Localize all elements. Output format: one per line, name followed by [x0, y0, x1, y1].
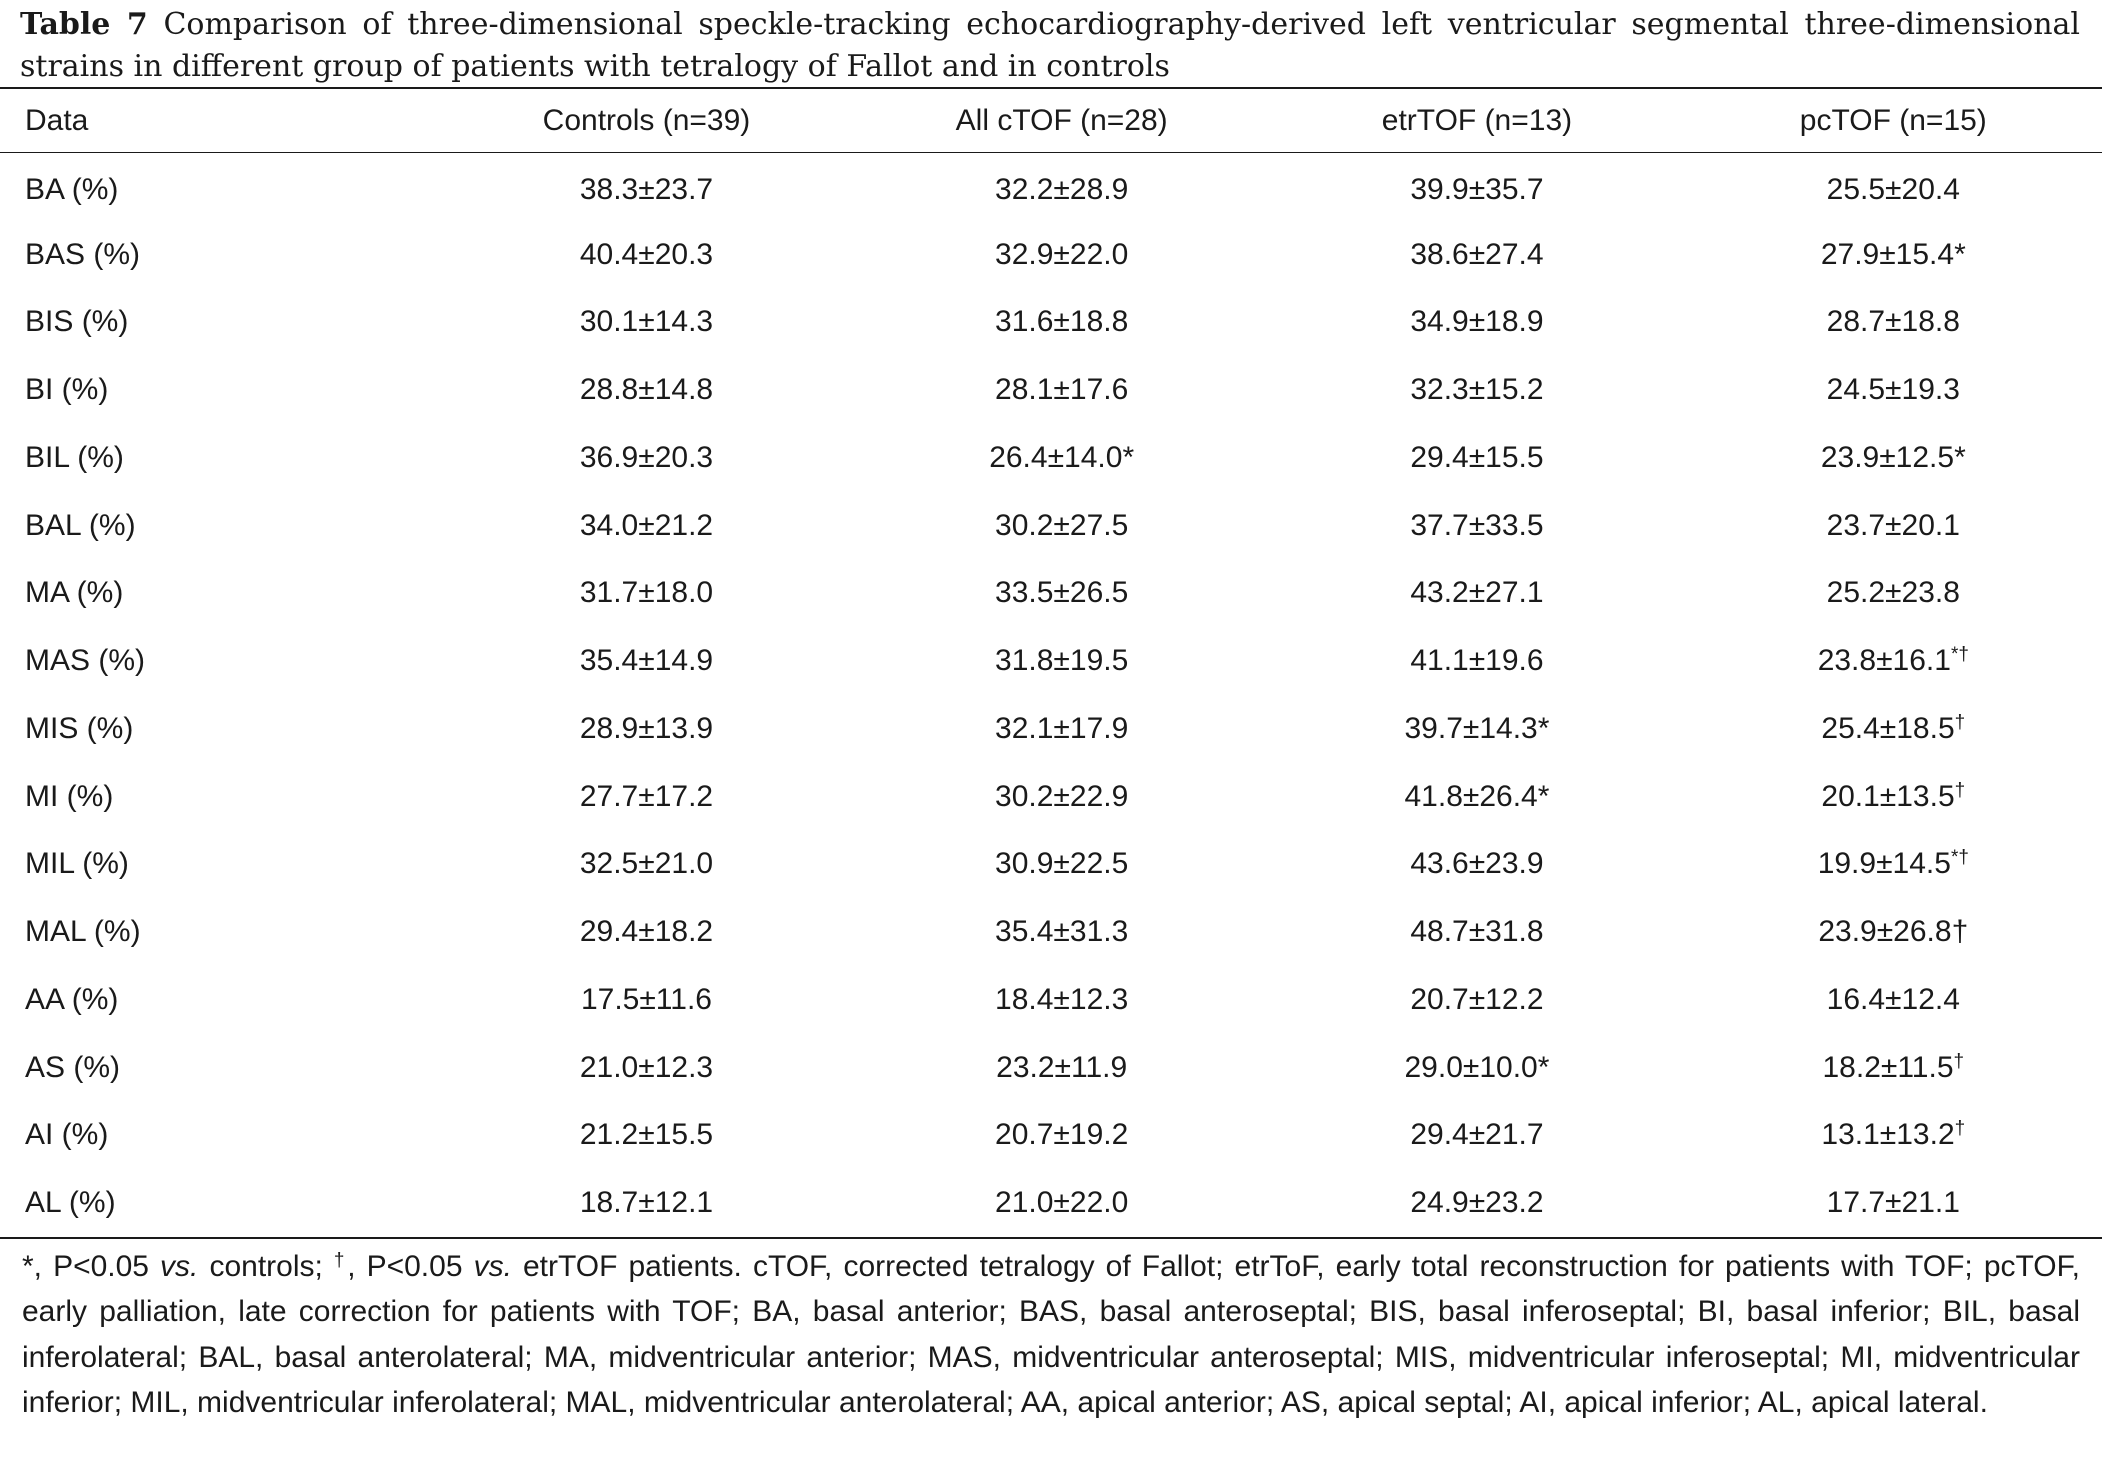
row-label: MIS (%)	[25, 711, 134, 745]
significance-mark: *	[1954, 440, 1966, 474]
table-cell	[439, 153, 854, 221]
table-cell	[439, 1102, 854, 1170]
table-row	[0, 763, 2102, 831]
table-row	[0, 153, 2102, 221]
cell-value: 28.8±14.8	[579, 373, 714, 407]
table-cell	[1269, 424, 1684, 492]
table-cell	[1685, 831, 2102, 899]
cell-value: 23.9±12.5	[1820, 440, 1955, 474]
cell-value: 23.7±20.1	[1826, 508, 1960, 542]
table-cell	[1269, 627, 1684, 695]
table-cell	[439, 966, 854, 1034]
cell-value: 26.4±14.0	[989, 440, 1123, 474]
row-label: BAL (%)	[25, 508, 136, 542]
table-footnote	[22, 1244, 2080, 1426]
table-cell	[1269, 153, 1684, 221]
table-cell	[439, 1034, 854, 1102]
table-cell	[1685, 763, 2102, 831]
table-row	[0, 1034, 2102, 1102]
cell-value: 30.9±22.5	[995, 847, 1129, 881]
table-row	[0, 560, 2102, 628]
cell-value: 20.7±12.2	[1410, 982, 1544, 1016]
significance-mark: †	[1954, 711, 1966, 733]
table-cell	[1269, 492, 1684, 560]
cell-value: 21.0±12.3	[579, 1050, 714, 1084]
cell-value: 25.5±20.4	[1826, 172, 1960, 206]
table-cell	[854, 763, 1269, 831]
table-cell	[439, 898, 854, 966]
significance-mark: †	[1954, 1118, 1966, 1140]
cell-value: 18.7±12.1	[579, 1186, 714, 1220]
table-cell	[1269, 356, 1684, 424]
cell-value: 30.2±22.9	[995, 779, 1129, 813]
table-cell	[439, 289, 854, 357]
row-label: AA (%)	[25, 982, 119, 1016]
cell-value: 24.5±19.3	[1826, 373, 1960, 407]
table-cell	[854, 289, 1269, 357]
significance-mark: †	[1953, 1050, 1965, 1072]
table-row	[0, 356, 2102, 424]
footnote-mid-1: controls;	[198, 1250, 334, 1283]
row-label: MAS (%)	[25, 644, 145, 678]
table-row	[0, 289, 2102, 357]
table-cell	[1269, 695, 1684, 763]
table-cell	[1685, 695, 2102, 763]
cell-value: 32.2±28.9	[995, 172, 1129, 206]
table-row	[0, 966, 2102, 1034]
bottom-rule	[0, 1237, 2102, 1239]
row-label: BA (%)	[25, 172, 119, 206]
row-label: MAL (%)	[25, 915, 141, 949]
table-cell	[1685, 424, 2102, 492]
cell-value: 43.6±23.9	[1410, 847, 1544, 881]
caption-label: Table 7	[20, 7, 148, 42]
table-caption	[20, 4, 2080, 88]
footnote-mid-2: , P<0.05	[347, 1250, 474, 1283]
significance-mark: *	[1537, 711, 1550, 745]
significance-mark: *	[1954, 237, 1966, 271]
cell-value: 29.0±10.0	[1404, 1050, 1538, 1084]
cell-value: 38.3±23.7	[579, 172, 714, 206]
table-row	[0, 221, 2102, 289]
table-cell	[1685, 289, 2102, 357]
table-cell	[1685, 153, 2102, 221]
table-row	[0, 898, 2102, 966]
table-row	[0, 424, 2102, 492]
table-cell	[854, 560, 1269, 628]
cell-value: 27.7±17.2	[579, 779, 714, 813]
cell-value: 32.5±21.0	[579, 847, 714, 881]
footnote-star: *, P<0.05	[22, 1250, 161, 1283]
footnote-vs-2: vs.	[473, 1250, 512, 1283]
table-cell	[854, 966, 1269, 1034]
cell-value: 13.1±13.2	[1821, 1118, 1955, 1152]
cell-value: 34.0±21.2	[579, 508, 714, 542]
table-cell	[854, 1102, 1269, 1170]
table-cell	[439, 492, 854, 560]
cell-value: 29.4±18.2	[579, 915, 714, 949]
row-label: AI (%)	[25, 1118, 109, 1152]
cell-value: 25.2±23.8	[1826, 576, 1960, 610]
table-cell	[1685, 898, 2102, 966]
cell-value: 30.1±14.3	[579, 305, 714, 339]
table-cell	[854, 1034, 1269, 1102]
col-header-pctof: pcTOF (n=15)	[1799, 104, 1987, 137]
cell-value: 23.2±11.9	[996, 1050, 1128, 1084]
row-label: BIL (%)	[25, 440, 124, 474]
cell-value: 30.2±27.5	[995, 508, 1129, 542]
row-label: BI (%)	[25, 373, 109, 407]
table-cell	[1685, 356, 2102, 424]
significance-mark: *	[1537, 1050, 1550, 1084]
table-cell	[1685, 560, 2102, 628]
cell-value: 32.1±17.9	[995, 711, 1129, 745]
cell-value: 41.8±26.4	[1404, 779, 1538, 813]
table-cell	[439, 763, 854, 831]
cell-value: 33.5±26.5	[995, 576, 1129, 610]
table-cell	[854, 1169, 1269, 1237]
cell-value: 41.1±19.6	[1410, 644, 1544, 678]
caption-text: Comparison of three-dimensional speckle-tracking echocardiography-derived left ventricular segmental three-dimensional strains in different group of patients with tetralogy of Fallot and in controls	[20, 7, 2081, 84]
cell-value: 17.7±21.1	[1826, 1186, 1960, 1220]
table-cell	[439, 424, 854, 492]
cell-value: 23.9±26.8†	[1818, 915, 1969, 949]
table-cell	[1269, 898, 1684, 966]
table-cell	[439, 627, 854, 695]
significance-mark: †	[1954, 779, 1966, 801]
cell-value: 20.1±13.5	[1821, 779, 1955, 813]
table-row	[0, 627, 2102, 695]
cell-value: 19.9±14.5	[1817, 847, 1951, 881]
table-cell	[1269, 1169, 1684, 1237]
cell-value: 31.6±18.8	[995, 305, 1129, 339]
significance-mark: *†	[1950, 644, 1969, 666]
footnote-dagger: †	[333, 1250, 348, 1271]
cell-value: 37.7±33.5	[1410, 508, 1544, 542]
significance-mark: *†	[1950, 847, 1969, 869]
table-cell	[1269, 560, 1684, 628]
table-cell	[854, 627, 1269, 695]
cell-value: 16.4±12.4	[1826, 982, 1960, 1016]
cell-value: 27.9±15.4	[1820, 237, 1955, 271]
cell-value: 39.9±35.7	[1410, 172, 1544, 206]
footnote-abbreviations: etrTOF patients. cTOF, corrected tetralogy of Fallot; etrToF, early total reconstruction for patients with TOF; pcTOF, early palliation, late correction for patients with TOF; BA, basal anterior; BAS, basal anteroseptal; BIS, basal inferoseptal; BI, basal inferior; BIL, basal inferolateral; BAL, basal anterolateral; MA, midventricular anterior; MAS, midventricular anteroseptal; MIS, midventricular inferoseptal; MI, midventricular inferior; MIL, midventricular inferolateral; MAL, midventricular anterolateral; AA, apical anterior; AS, apical septal; AI, apical inferior; AL, apical lateral.	[22, 1250, 2080, 1420]
table-cell	[1685, 1169, 2102, 1237]
footnote-vs-1: vs.	[160, 1250, 199, 1283]
cell-value: 39.7±14.3	[1404, 711, 1538, 745]
cell-value: 35.4±14.9	[579, 644, 714, 678]
table-cell	[1685, 492, 2102, 560]
table-cell	[439, 356, 854, 424]
table-cell	[1685, 627, 2102, 695]
header-row	[0, 89, 2102, 153]
table-cell	[1269, 1034, 1684, 1102]
table-cell	[1269, 1102, 1684, 1170]
table-row	[0, 1102, 2102, 1170]
table-cell	[439, 560, 854, 628]
cell-value: 31.7±18.0	[579, 576, 714, 610]
cell-value: 34.9±18.9	[1410, 305, 1544, 339]
table-cell	[1269, 763, 1684, 831]
table-row	[0, 831, 2102, 899]
table-cell	[1685, 221, 2102, 289]
table-cell	[1685, 1102, 2102, 1170]
cell-value: 32.9±22.0	[995, 237, 1129, 271]
cell-value: 23.8±16.1	[1817, 644, 1951, 678]
table-cell	[439, 831, 854, 899]
table-cell	[1685, 966, 2102, 1034]
table-cell	[854, 831, 1269, 899]
cell-value: 28.7±18.8	[1826, 305, 1960, 339]
cell-value: 24.9±23.2	[1410, 1186, 1544, 1220]
col-header-data: Data	[25, 104, 89, 137]
cell-value: 28.9±13.9	[579, 711, 714, 745]
cell-value: 29.4±15.5	[1410, 440, 1544, 474]
table-cell	[1269, 289, 1684, 357]
cell-value: 31.8±19.5	[995, 644, 1129, 678]
cell-value: 48.7±31.8	[1410, 915, 1544, 949]
cell-value: 29.4±21.7	[1410, 1118, 1544, 1152]
table-cell	[1269, 966, 1684, 1034]
row-label: MI (%)	[25, 779, 114, 813]
cell-value: 17.5±11.6	[580, 982, 712, 1016]
cell-value: 18.2±11.5	[1822, 1050, 1954, 1084]
cell-value: 43.2±27.1	[1410, 576, 1544, 610]
significance-mark: *	[1537, 779, 1550, 813]
cell-value: 21.2±15.5	[579, 1118, 714, 1152]
table-row	[0, 492, 2102, 560]
row-label: AS (%)	[25, 1050, 121, 1084]
table-cell	[854, 221, 1269, 289]
table-row	[0, 695, 2102, 763]
cell-value: 36.9±20.3	[579, 440, 714, 474]
table-cell	[439, 221, 854, 289]
table-cell	[854, 424, 1269, 492]
table-cell	[1685, 1034, 2102, 1102]
row-label: AL (%)	[25, 1186, 116, 1220]
table-cell	[854, 153, 1269, 221]
table-cell	[439, 1169, 854, 1237]
table-cell	[854, 695, 1269, 763]
table-body	[0, 153, 2102, 1237]
col-header-all-ctof: All cTOF (n=28)	[955, 104, 1168, 137]
col-header-etrtof: etrTOF (n=13)	[1381, 104, 1573, 137]
row-label: MA (%)	[25, 576, 124, 610]
table-cell	[1269, 221, 1684, 289]
cell-value: 18.4±12.3	[995, 982, 1129, 1016]
row-label: BAS (%)	[25, 237, 141, 271]
cell-value: 38.6±27.4	[1410, 237, 1544, 271]
strain-table	[0, 89, 2102, 1237]
cell-value: 21.0±22.0	[995, 1186, 1129, 1220]
cell-value: 25.4±18.5	[1821, 711, 1955, 745]
significance-mark: *	[1122, 440, 1135, 474]
table-cell	[1269, 831, 1684, 899]
cell-value: 20.7±19.2	[995, 1118, 1129, 1152]
cell-value: 28.1±17.6	[995, 373, 1129, 407]
cell-value: 35.4±31.3	[995, 915, 1129, 949]
table-cell	[854, 492, 1269, 560]
cell-value: 32.3±15.2	[1410, 373, 1544, 407]
col-header-controls: Controls (n=39)	[542, 104, 751, 137]
table-row	[0, 1169, 2102, 1237]
table-cell	[854, 356, 1269, 424]
table-cell	[439, 695, 854, 763]
table-cell	[854, 898, 1269, 966]
row-label: MIL (%)	[25, 847, 129, 881]
row-label: BIS (%)	[25, 305, 129, 339]
cell-value: 40.4±20.3	[579, 237, 714, 271]
